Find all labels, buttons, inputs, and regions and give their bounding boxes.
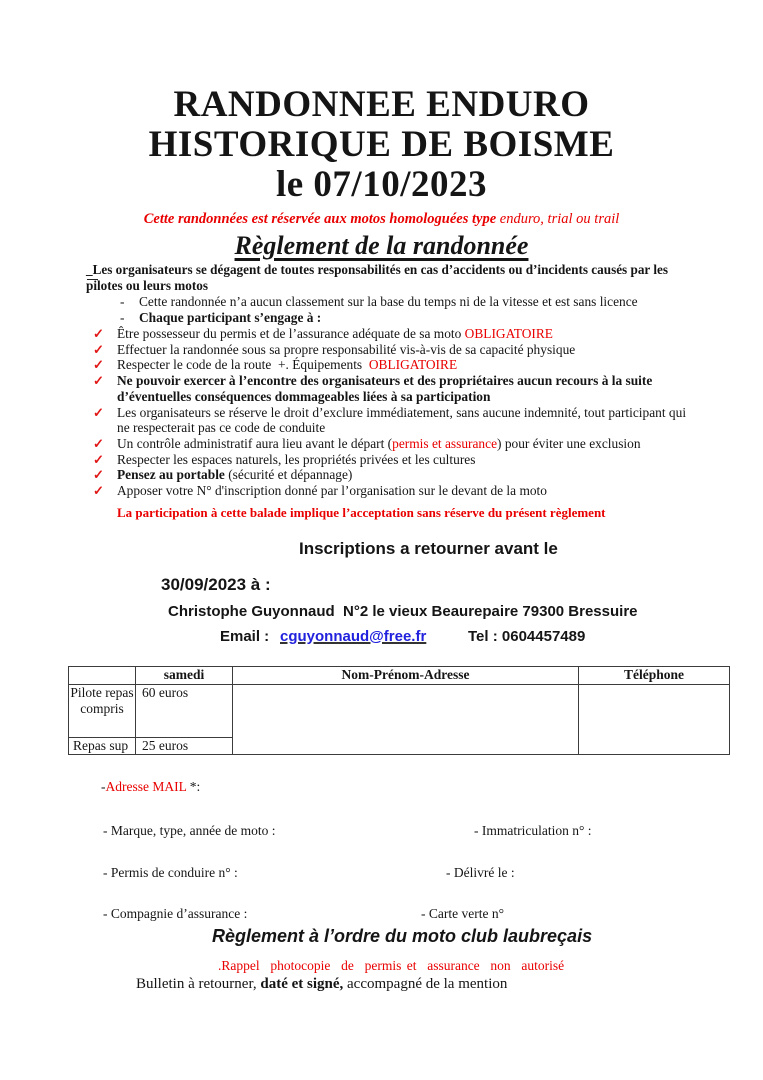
mention-post: accompagné de la mention xyxy=(343,976,508,992)
check-item-text-end: ) pour éviter une exclusion xyxy=(497,435,641,451)
row-label-pilote: Pilote repas compris xyxy=(69,685,136,738)
field-label-delivre: - Délivré le : xyxy=(446,865,515,880)
checkmark-icon: ✓ xyxy=(93,341,104,357)
event-date-line: le 07/10/2023 xyxy=(275,164,487,205)
mail-dash: - xyxy=(101,779,106,794)
field-label-moto: - Marque, type, année de moto : xyxy=(103,823,276,838)
rules-heading: Règlement de la randonnée xyxy=(234,231,529,260)
dash-item-text: Chaque participant s’engage à : xyxy=(139,310,322,325)
homologation-notice-bold: Cette randonnées est réservée aux motos homologuées type xyxy=(143,211,500,227)
phone-number: Tel : 0604457489 xyxy=(468,628,586,645)
field-label-carte-verte: - Carte verte n° xyxy=(421,906,504,921)
check-item-text: Être possesseur du permis et de l’assurance adéquate de sa moto xyxy=(117,326,465,341)
event-title-line2: HISTORIQUE DE BOISME xyxy=(148,124,615,165)
check-item-number-plate xyxy=(0,483,717,499)
photocopy-warning: .Rappel photocopie de permis et assurance non autorisé xyxy=(218,958,565,973)
price-repas-sup: 25 euros xyxy=(136,738,233,755)
check-item-exclusion-right xyxy=(0,405,727,436)
check-item-text: Un contrôle administratif aura lieu avant le départ ( xyxy=(117,435,393,451)
check-item-road-code xyxy=(0,357,717,373)
payment-order-line: Règlement à l’ordre du moto club laubreçais xyxy=(212,926,593,946)
mention-line xyxy=(136,976,507,993)
checkmark-icon: ✓ xyxy=(93,467,104,483)
inscriptions-deadline: 30/09/2023 à : xyxy=(161,575,271,594)
check-item-text-line2: ne respecterait pas ce code de conduite xyxy=(117,420,326,436)
checkmark-icon: ✓ xyxy=(93,451,104,467)
checkmark-icon: ✓ xyxy=(93,483,104,499)
check-item-own-responsibility xyxy=(0,342,717,358)
rules-intro-line2: pilotes ou leurs motos xyxy=(86,278,706,294)
price-pilote: 60 euros xyxy=(136,685,233,738)
rules-intro xyxy=(86,262,706,294)
homologation-notice-types: enduro, trial ou trail xyxy=(499,211,620,227)
homologation-notice xyxy=(0,211,763,228)
dash-bullet: - xyxy=(120,294,125,309)
dash-item-text: Cette randonnée n’a aucun classement sur la base du temps ni de la vitesse et est sans licence xyxy=(139,294,638,309)
event-title xyxy=(0,85,763,205)
mandatory-flag: OBLIGATOIRE xyxy=(368,357,458,373)
field-label-assurance: - Compagnie d’assurance : xyxy=(103,906,248,921)
check-item-text: Respecter les espaces naturels, les propriétés privées et les cultures xyxy=(117,451,476,467)
check-item-text: Respecter le code de la route +. Équipements xyxy=(117,357,369,373)
email-link[interactable]: cguyonnaud@free.fr xyxy=(280,628,427,645)
table-row-pilote xyxy=(69,685,730,738)
name-address-entry-cell xyxy=(233,685,579,755)
dash-bullet: - xyxy=(120,310,125,325)
inscriptions-heading: Inscriptions a retourner avant le xyxy=(299,539,558,558)
check-item-text-end: (sécurité et dépannage) xyxy=(224,467,353,483)
checkmark-icon: ✓ xyxy=(93,404,104,420)
mandatory-flag: OBLIGATOIRE xyxy=(464,326,553,341)
mail-label: Adresse MAIL xyxy=(105,779,187,794)
check-item-text: Apposer votre N° d'inscription donné par l’organisation sur le devant de la moto xyxy=(117,483,547,499)
header-samedi: samedi xyxy=(136,667,233,685)
rules-checklist xyxy=(0,326,763,499)
checkmark-icon: ✓ xyxy=(93,435,104,451)
check-item-text: Les organisateurs se réserve le droit d’exclure immédiatement, sans aucune indemnité, tout participant qui xyxy=(117,404,687,420)
rules-intro-line1: _Les organisateurs se dégagent de toutes responsabilités en cas d’accidents ou d’incidents causés par les xyxy=(86,262,668,277)
check-item-respect-nature xyxy=(0,452,717,468)
check-item-admin-control xyxy=(0,436,717,452)
pricing-table xyxy=(68,666,730,755)
field-label-immatriculation: - Immatriculation n° : xyxy=(474,823,592,838)
header-name-address: Nom-Prénom-Adresse xyxy=(233,667,579,685)
mail-address-field-label xyxy=(101,779,200,795)
field-label-permis: - Permis de conduire n° : xyxy=(103,865,238,880)
checkmark-icon: ✓ xyxy=(93,326,104,341)
header-telephone: Téléphone xyxy=(579,667,730,685)
table-header-row xyxy=(69,667,730,685)
check-item-no-recourse xyxy=(0,373,727,404)
header-empty-cell xyxy=(69,667,136,685)
check-item-license-insurance xyxy=(0,326,717,342)
row-label-repas-sup: Repas sup xyxy=(69,738,136,755)
check-item-mobile-phone xyxy=(0,467,717,483)
mention-pre: Bulletin à retourner, xyxy=(136,976,261,992)
check-item-text: Effectuer la randonnée sous sa propre responsabilité vis-à-vis de sa capacité physique xyxy=(117,341,576,357)
check-item-text: Ne pouvoir exercer à l’encontre des organisateurs et des propriétaires aucun recours à la suite xyxy=(117,373,653,389)
mention-bold: daté et signé, xyxy=(260,976,344,992)
event-title-line1: RANDONNEE ENDURO xyxy=(173,84,590,125)
check-item-emphasis: Pensez au portable xyxy=(117,467,225,483)
telephone-entry-cell xyxy=(579,685,730,755)
acceptance-note: La participation à cette balade implique l’acceptation sans réserve du présent règlement xyxy=(117,505,606,520)
checkmark-icon: ✓ xyxy=(93,373,104,389)
checkmark-icon: ✓ xyxy=(93,357,104,373)
check-item-text-line2: d’éventuelles conséquences dommageables liées à sa participation xyxy=(117,388,491,404)
email-label: Email : xyxy=(220,628,270,645)
mail-suffix: *: xyxy=(186,779,201,794)
contact-address-line: Christophe Guyonnaud N°2 le vieux Beaurepaire 79300 Bressuire xyxy=(168,603,638,620)
documents-required: permis et assurance xyxy=(392,435,498,451)
